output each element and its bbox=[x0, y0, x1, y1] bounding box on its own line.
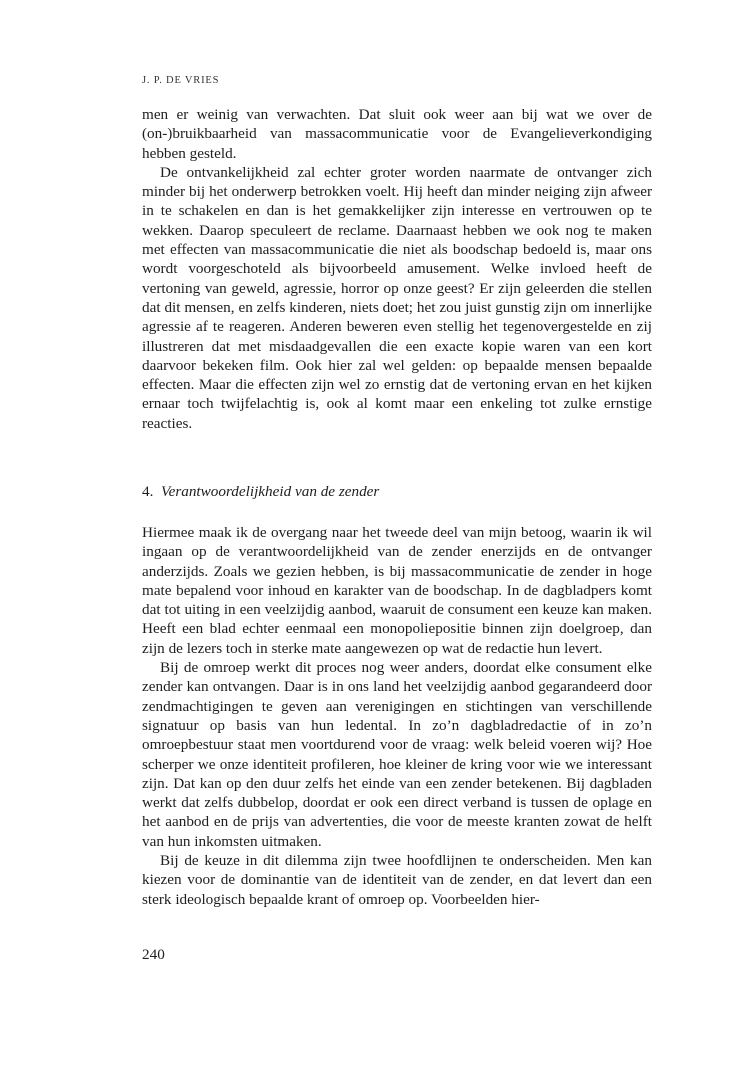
paragraph-receptiveness: De ontvankelijkheid zal echter groter worden naarmate de ontvanger zich minder bij het onderwerp betrokken voelt. Hij heeft dan minder neiging zijn afweer in te schakelen en dan is het gemakkelijker zijn interesse en vertrouwen op te wekken. Daarop speculeert de reclame. Daarnaast hebben we ook nog te maken met effecten van massacommunicatie die niet als boodschap bedoeld is, maar ons wordt voorgeschoteld als bijvoorbeeld amusement. Welke invloed heeft de vertoning van geweld, agressie, horror op onze geest? Er zijn geleerden die stellen dat dit mensen, en zelfs kinderen, niets doet; het zou juist gunstig zijn om innerlijke agressie af te reageren. Anderen beweren even stellig het tegenovergestelde en zij illustreren dat met misdaadgevallen die een exacte kopie waren van een kort daarvoor bekeken film. Ook hier zal wel gelden: op bepaalde mensen bepaalde effecten. Maar die effecten zijn wel zo ernstig dat de vertoning ervan en het kijken ernaar toch twijfelachtig is, ook al komt maar een enkeling tot zulke ernstige reacties. bbox=[142, 163, 652, 432]
paragraph-continuation: men er weinig van verwachten. Dat sluit ook weer aan bij wat we over de (on-)bruikbaarheid van massacommunicatie voor de Evangelieverkondiging hebben gesteld. bbox=[142, 106, 652, 162]
text-block-top bbox=[142, 105, 652, 433]
section-heading bbox=[142, 482, 379, 501]
section-number: 4. bbox=[142, 483, 154, 500]
paragraph-transition: Hiermee maak ik de overgang naar het tweede deel van mijn betoog, waarin ik wil ingaan op de verantwoordelijkheid van de zender enerzijds en de ontvanger anderzijds. Zoals we gezien hebben, is bij massacommunicatie de zender in hoge mate bepalend voor inhoud en karakter van de boodschap. In de dagbladpers komt dat tot uiting in een veelzijdig aanbod, waaruit de consument een keuze kan maken. Heeft een blad echter eenmaal een monopoliepositie binnen zijn doelgroep, dan zijn de lezers toch in sterke mate aangewezen op wat de redactie hun levert. bbox=[142, 524, 652, 657]
page-number: 240 bbox=[142, 946, 165, 963]
running-head: J. P. DE VRIES bbox=[142, 75, 220, 86]
text-block-bottom bbox=[142, 523, 652, 909]
section-title: Verantwoordelijkheid van de zender bbox=[160, 483, 380, 500]
paragraph-broadcasting: Bij de omroep werkt dit proces nog weer anders, doordat elke consument elke zender kan ontvangen. Daar is in ons land het veelzijdig aanbod gegarandeerd door zendmachtigingen te geven aan verenigingen en stichtingen van verschillende signatuur op basis van hun ledental. In zo’n dagbladredactie of in zo’n omroepbestuur staat men voortdurend voor de vraag: welk beleid voeren wij? Hoe scherper we onze identiteit profileren, hoe kleiner de kring voor wie we interessant zijn. Dat kan op den duur zelfs het einde van een zender betekenen. Bij dagbladen werkt dat zelfs dubbelop, doordat er ook een direct verband is tussen de oplage en het aanbod en de prijs van advertenties, die voor de meeste kranten zowat de helft van hun inkomsten uitmaken. bbox=[142, 659, 652, 850]
paragraph-dilemma: Bij de keuze in dit dilemma zijn twee hoofdlijnen te onderscheiden. Men kan kiezen voor de dominantie van de identiteit van de zender, en dat levert dan een sterk ideologisch bepaalde krant of omroep op. Voorbeelden hier- bbox=[142, 852, 652, 908]
